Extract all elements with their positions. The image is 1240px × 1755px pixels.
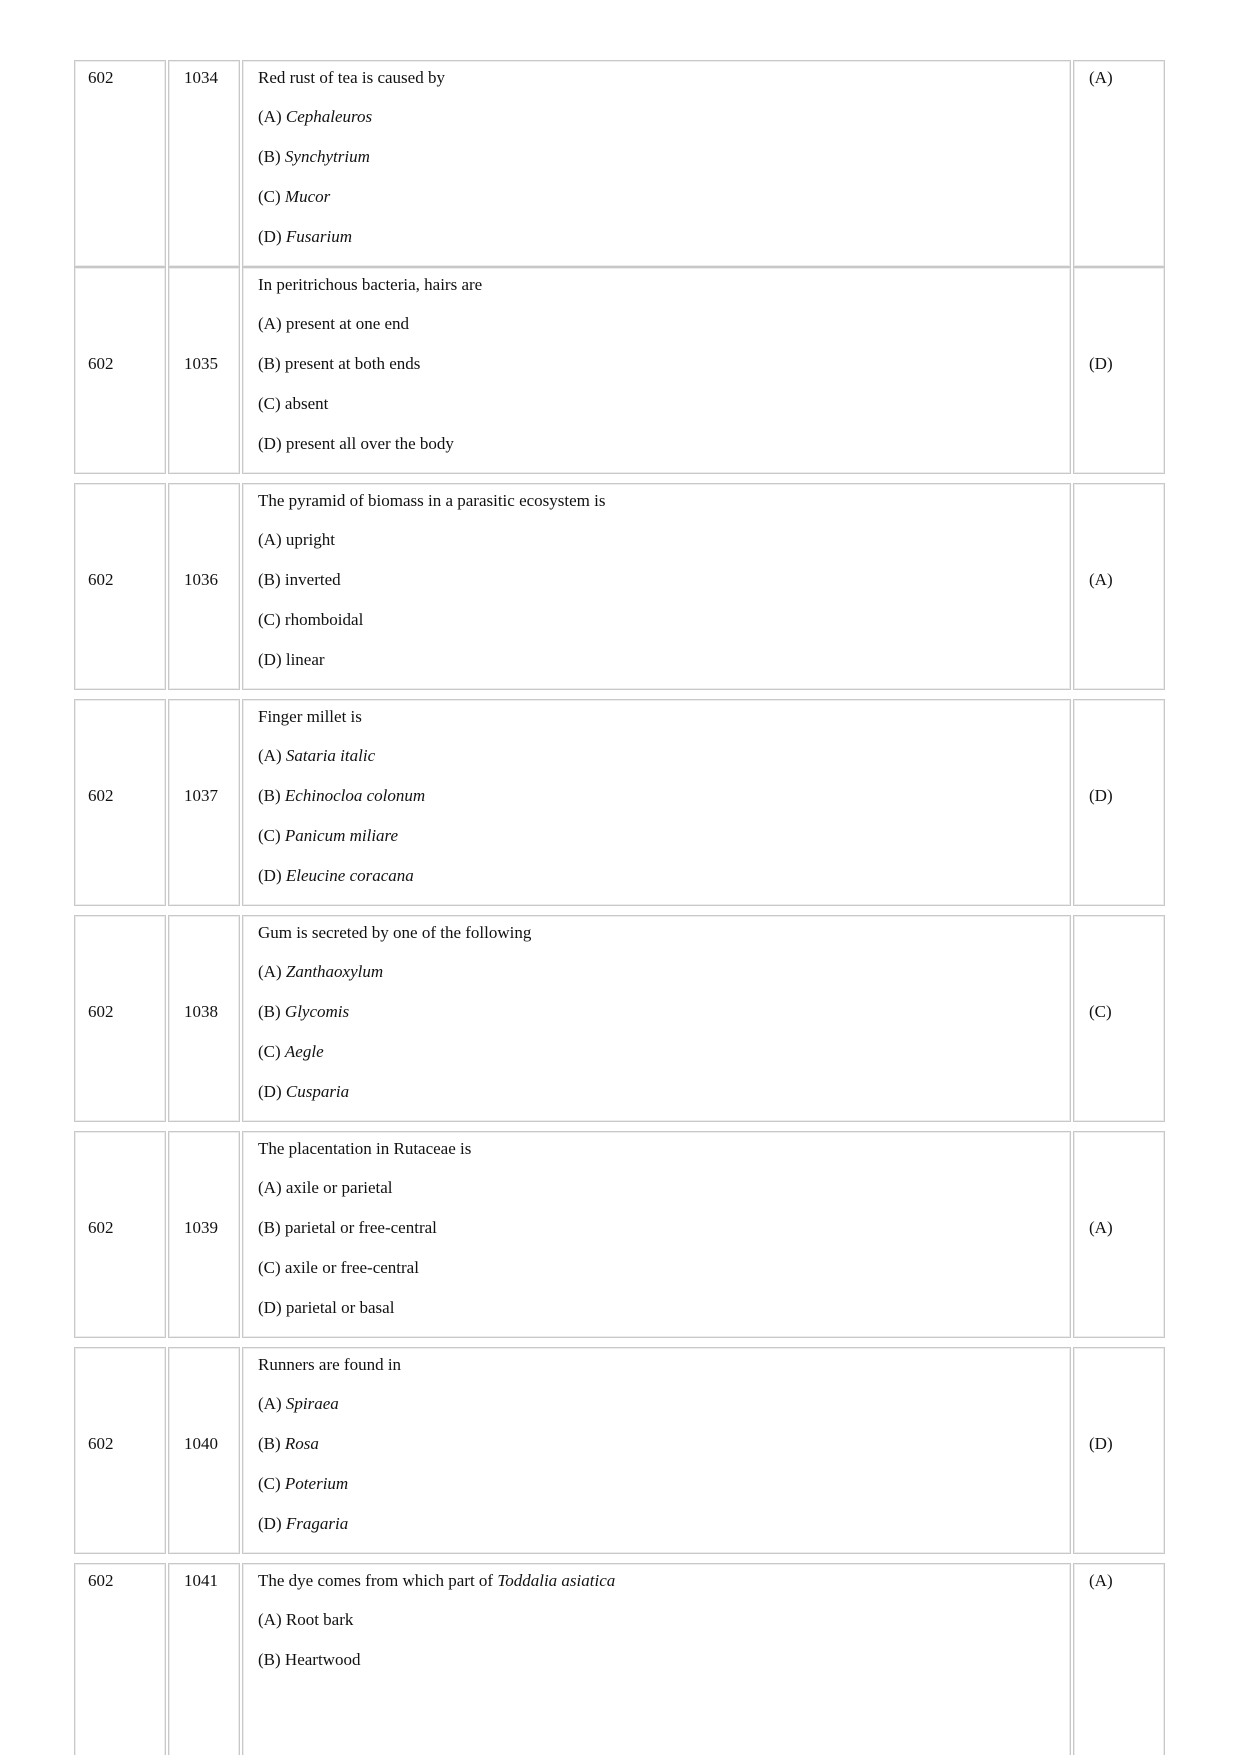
question-text	[258, 1571, 615, 1591]
answer-key: (D)	[1089, 786, 1113, 805]
option-label: (A)	[258, 530, 286, 550]
option-label: (B)	[258, 1002, 285, 1021]
answer-key: (C)	[1089, 1002, 1112, 1021]
option-text: present at one end	[285, 314, 410, 334]
option-text: Cephaleuros	[285, 107, 373, 127]
option-label: (D)	[258, 226, 286, 246]
option-label: (B)	[258, 570, 285, 589]
answer-option	[258, 1178, 393, 1198]
question-number: 1040	[184, 1434, 218, 1453]
option-label: (B)	[258, 147, 285, 166]
question-text-part: Red rust of tea is caused by	[258, 67, 445, 87]
answer-cell	[1073, 1563, 1165, 1755]
option-text: Synchytrium	[284, 147, 370, 166]
option-label: (C)	[258, 609, 285, 629]
answer-option	[258, 530, 335, 550]
option-label: (D)	[258, 649, 286, 669]
option-text: Eleucine coracana	[285, 865, 414, 885]
option-text: present at both ends	[284, 354, 421, 373]
answer-option	[258, 1002, 349, 1022]
option-label: (A)	[258, 746, 286, 766]
species-name: Toddalia asiatica	[497, 1570, 616, 1590]
answer-option	[258, 866, 414, 886]
option-text: Heartwood	[284, 1650, 361, 1669]
question-number: 1037	[184, 786, 218, 805]
question-code: 602	[88, 786, 114, 805]
question-cell	[242, 483, 1071, 690]
option-label: (C)	[258, 186, 285, 206]
answer-option	[258, 1258, 419, 1278]
option-text: present all over the body	[285, 433, 454, 453]
option-text: Sataria italic	[285, 746, 376, 766]
option-label: (B)	[258, 354, 285, 373]
option-text: parietal or free-central	[284, 1218, 437, 1237]
answer-option	[258, 1218, 437, 1238]
option-label: (D)	[258, 1513, 286, 1533]
answer-cell	[1073, 1347, 1165, 1554]
question-text	[258, 1355, 401, 1375]
option-text: Spiraea	[285, 1394, 339, 1414]
question-text	[258, 923, 531, 943]
answer-cell	[1073, 60, 1165, 267]
option-text: inverted	[284, 570, 341, 589]
answer-option	[258, 650, 325, 670]
answer-option	[258, 826, 398, 846]
option-text: Poterium	[284, 1473, 349, 1493]
answer-option	[258, 1394, 339, 1414]
number-cell	[168, 60, 240, 267]
question-text	[258, 707, 362, 727]
option-label: (A)	[258, 107, 286, 127]
option-text: parietal or basal	[285, 1297, 395, 1317]
option-label: (A)	[258, 962, 286, 982]
answer-key: (D)	[1089, 1434, 1113, 1453]
option-text: Echinocloa colonum	[284, 786, 426, 805]
option-label: (D)	[258, 1081, 286, 1101]
option-label: (B)	[258, 1218, 285, 1237]
answer-option	[258, 354, 420, 374]
option-text: Glycomis	[284, 1002, 350, 1021]
answer-option	[258, 1434, 319, 1454]
answer-option	[258, 107, 372, 127]
question-text-part: Finger millet is	[258, 706, 362, 726]
number-cell	[168, 1563, 240, 1755]
answer-option	[258, 786, 425, 806]
question-number: 1038	[184, 1002, 218, 1021]
code-cell	[74, 1563, 166, 1755]
option-text: rhomboidal	[284, 609, 364, 629]
code-cell	[74, 60, 166, 267]
question-code: 602	[88, 1570, 114, 1590]
option-text: linear	[285, 649, 325, 669]
answer-option	[258, 1042, 324, 1062]
question-text-part: The placentation in Rutaceae is	[258, 1138, 472, 1158]
answer-option	[258, 1610, 353, 1630]
option-label: (D)	[258, 1297, 286, 1317]
option-text: Aegle	[284, 1041, 324, 1061]
option-label: (A)	[258, 1178, 286, 1198]
answer-option	[258, 314, 409, 334]
option-text: absent	[284, 393, 329, 413]
answer-cell	[1073, 1131, 1165, 1338]
option-label: (C)	[258, 393, 285, 413]
option-label: (A)	[258, 1394, 286, 1414]
question-cell	[242, 1347, 1071, 1554]
option-text: Zanthaoxylum	[285, 962, 384, 982]
question-text-part: Runners are found in	[258, 1354, 402, 1374]
answer-key: (A)	[1089, 67, 1113, 87]
option-label: (C)	[258, 825, 285, 845]
question-text-part: In peritrichous bacteria, hairs are	[258, 274, 483, 294]
option-label: (C)	[258, 1041, 285, 1061]
option-text: upright	[285, 530, 335, 550]
question-code: 602	[88, 1218, 114, 1237]
answer-option	[258, 610, 363, 630]
answer-option	[258, 147, 370, 167]
question-number: 1035	[184, 354, 218, 373]
answer-key: (A)	[1089, 1570, 1113, 1590]
option-label: (D)	[258, 865, 286, 885]
question-code: 602	[88, 1002, 114, 1021]
answer-option	[258, 746, 375, 766]
option-text: Panicum miliare	[284, 825, 399, 845]
question-text	[258, 275, 482, 295]
option-label: (A)	[258, 314, 286, 334]
option-text: Cusparia	[285, 1081, 350, 1101]
option-label: (C)	[258, 1257, 285, 1277]
option-label: (B)	[258, 1650, 285, 1669]
option-text: Fusarium	[285, 226, 352, 246]
question-number: 1041	[184, 1570, 218, 1590]
answer-key: (A)	[1089, 1218, 1113, 1237]
answer-option	[258, 1474, 348, 1494]
answer-key: (D)	[1089, 354, 1113, 373]
question-code: 602	[88, 354, 114, 373]
option-label: (C)	[258, 1473, 285, 1493]
question-code: 602	[88, 67, 114, 87]
question-text	[258, 1139, 471, 1159]
option-label: (B)	[258, 1434, 285, 1453]
answer-option	[258, 434, 454, 454]
answer-option	[258, 570, 341, 590]
answer-option	[258, 187, 330, 207]
answer-cell	[1073, 915, 1165, 1122]
answer-cell	[1073, 483, 1165, 690]
option-text: axile or parietal	[285, 1178, 393, 1198]
option-text: axile or free-central	[284, 1257, 419, 1277]
question-cell	[242, 1563, 1071, 1755]
question-code: 602	[88, 1434, 114, 1453]
question-text-part: The pyramid of biomass in a parasitic ecosystem is	[258, 490, 606, 510]
answer-cell	[1073, 267, 1165, 474]
question-text-part: The dye comes from which part of	[258, 1570, 498, 1590]
answer-cell	[1073, 699, 1165, 906]
option-text: Fragaria	[285, 1513, 349, 1533]
option-label: (D)	[258, 433, 286, 453]
option-label: (B)	[258, 786, 285, 805]
option-text: Root bark	[285, 1610, 354, 1630]
option-label: (A)	[258, 1610, 286, 1630]
question-text-part: Gum is secreted by one of the following	[258, 922, 532, 942]
answer-option	[258, 394, 328, 414]
question-text	[258, 491, 605, 511]
answer-option	[258, 227, 352, 247]
answer-key: (A)	[1089, 570, 1113, 589]
question-number: 1039	[184, 1218, 218, 1237]
question-code: 602	[88, 570, 114, 589]
answer-option	[258, 1650, 360, 1670]
question-number: 1034	[184, 67, 218, 87]
answer-option	[258, 1082, 349, 1102]
answer-option	[258, 1298, 394, 1318]
question-cell	[242, 915, 1071, 1122]
answer-option	[258, 962, 383, 982]
question-number: 1036	[184, 570, 218, 589]
question-text	[258, 68, 445, 88]
answer-option	[258, 1514, 348, 1534]
option-text: Mucor	[284, 186, 331, 206]
option-text: Rosa	[284, 1434, 319, 1453]
